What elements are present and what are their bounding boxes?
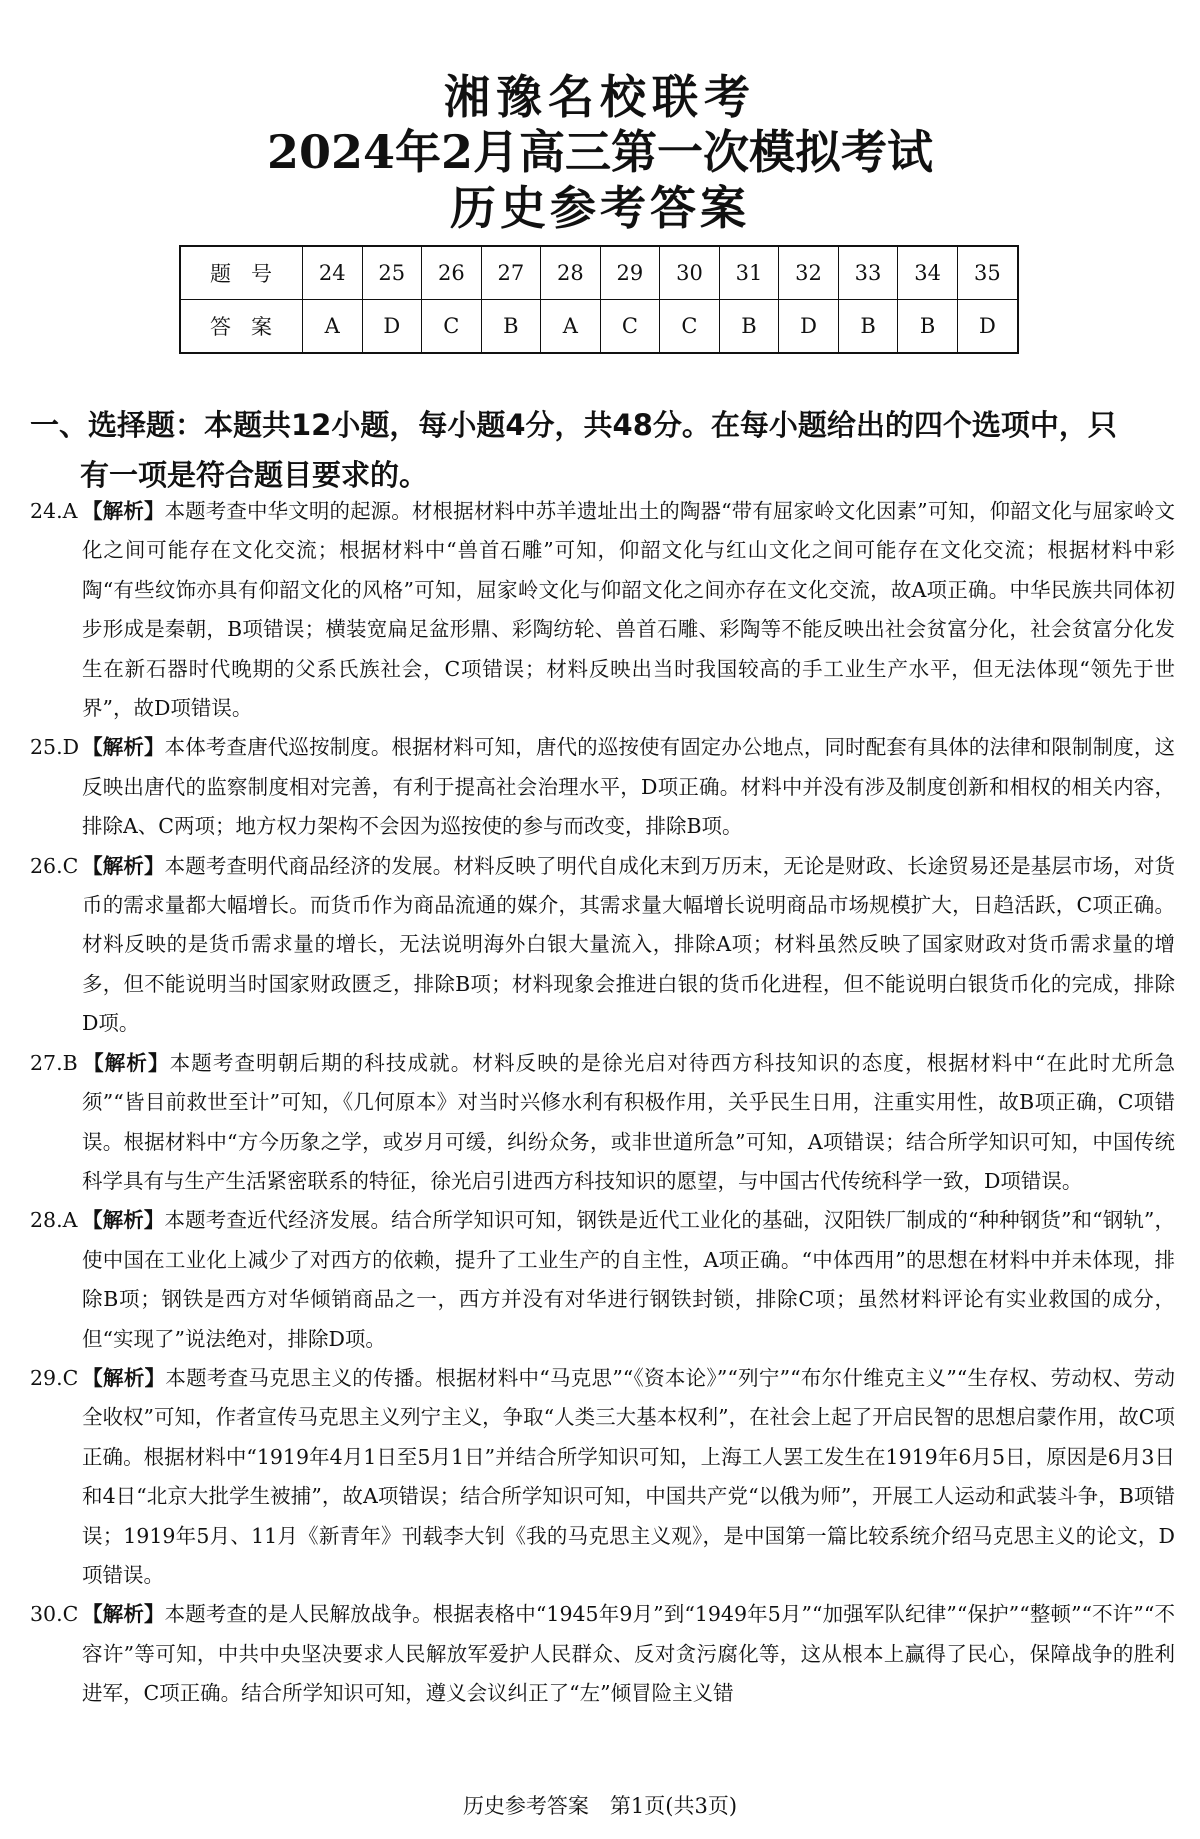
item-text: 本题考查明代商品经济的发展。材料反映了明代自成化末到万历末，无论是财政、长途贸易还是基层市场，对货币的需求量都大幅增长。而货币作为商品流通的媒介，其需求量大幅增长说明商品市场规模扩大，日趋活跃，C项正确。材料反映的是货币需求量的增长，无法说明海外白银大量流入，排除A项；材料虽然反映了国家财政对货币需求量的增多，但不能说明当时国家财政匮乏，排除B项；材料现象会推进白银的货币化进程，但不能说明白银货币化的完成，排除D项。 [82, 853, 1176, 1036]
item-text: 本题考查的是人民解放战争。根据表格中“1945年9月”到“1949年5月”“加强军队纪律”“保护”“整顿”“不许”“不容许”等可知，中共中央坚决要求人民解放军爱护人民群众、反对贪污腐化等，这从根本上赢得了民心，保障战争的胜利进军，C项正确。结合所学知识可知，遵义会议纠正了“左”倾冒险主义错 [82, 1602, 1176, 1706]
question-number: 34 [898, 246, 958, 300]
answer-cell: B [481, 300, 541, 354]
answer-cell: A [541, 300, 601, 354]
item-number: 24.A [30, 499, 78, 523]
section-heading-line: 一、选择题：本题共12小题，每小题4分，共48分。在每小题给出的四个选项中，只 [30, 408, 1117, 442]
answer-cell: D [779, 300, 839, 354]
explanation-item [30, 1201, 1175, 1359]
item-number: 25.D [30, 735, 80, 760]
item-text: 本题考查明朝后期的科技成就。材料反映的是徐光启对待西方科技知识的态度，根据材料中“在此时尤所急须”“皆目前救世至计”可知，《几何原本》对当时兴修水利有积极作用，关乎民生日用，注重实用性，故B项正确，C项错误。根据材料中“方今历象之学，或岁月可缓，纠纷众务，或非世道所急”可知，A项错误；结合所学知识可知，中国传统科学具有与生产生活紧密联系的特征，徐光启引进西方科技知识的愿望，与中国古代传统科学一致，D项错误。 [82, 1050, 1175, 1193]
item-text: 本题考查马克思主义的传播。根据材料中“马克思”“《资本论》”“列宁”“布尔什维克主义”“生存权、劳动权、劳动全收权”可知，作者宣传马克思主义列宁主义，争取“人类三大基本权利”，在社会上起了开启民智的思想启蒙作用，故C项正确。根据材料中“1919年4月1日至5月1日”并结合所学知识可知，上海工人罢工发生在1919年6月5日，原因是6月3日和4日“北京大批学生被捕”，故A项错误；结合所学知识可知，中国共产党“以俄为师”，开展工人运动和武装斗争，B项错误；1919年5月、11月《新青年》刊载李大钊《我的马克思主义观》，是中国第一篇比较系统介绍马克思主义的论文，D项错误。 [82, 1365, 1175, 1587]
question-number: 27 [481, 246, 541, 300]
exam-name-title: 2024年2月高三第一次模拟考试 [266, 125, 934, 179]
document-title: 历史参考答案 [450, 181, 750, 235]
row-label: 题号 [180, 246, 303, 300]
question-number: 30 [660, 246, 720, 300]
item-number: 27.B [30, 1050, 78, 1075]
explanation-item [30, 1595, 1175, 1713]
question-number: 35 [957, 246, 1018, 300]
explanation-item [30, 1359, 1175, 1595]
page-footer: 历史参考答案 第1页(共3页) [462, 1794, 738, 1818]
answer-row [180, 300, 1018, 354]
answer-cell: C [600, 300, 660, 354]
explanation-item [30, 728, 1175, 846]
explanation-item [30, 847, 1175, 1044]
question-number: 33 [838, 246, 898, 300]
item-number: 29.C [30, 1365, 79, 1390]
analysis-tag: 【解析】 [82, 1208, 165, 1233]
question-number-row [180, 246, 1018, 300]
answer-cell: A [303, 300, 363, 354]
section-heading-line: 有一项是符合题目要求的。 [80, 458, 429, 492]
question-number: 28 [541, 246, 601, 300]
analysis-tag: 【解析】 [82, 1365, 166, 1390]
explanation-item [30, 492, 1175, 728]
row-label: 答案 [180, 300, 303, 354]
item-text: 本体考查唐代巡按制度。根据材料可知，唐代的巡按使有固定办公地点，同时配套有具体的法律和限制制度，这反映出唐代的监察制度相对完善，有利于提高社会治理水平，D项正确。材料中并没有涉及制度创新和相权的相关内容，排除A、C两项；地方权力架构不会因为巡按使的参与而改变，排除B项。 [82, 735, 1176, 839]
item-number: 30.C [30, 1602, 79, 1627]
title-block [0, 70, 1200, 236]
question-number: 32 [779, 246, 839, 300]
answer-cell: D [362, 300, 422, 354]
answer-cell: B [838, 300, 898, 354]
explanation-list [30, 492, 1175, 1714]
question-number: 31 [719, 246, 779, 300]
item-text: 本题考查近代经济发展。结合所学知识可知，钢铁是近代工业化的基础，汉阳铁厂制成的“种种钢货”和“钢轨”，使中国在工业化上减少了对西方的依赖，提升了工业生产的自主性，A项正确。“中体西用”的思想在材料中并未体现，排除B项；钢铁是西方对华倾销商品之一，西方并没有对华进行钢铁封锁，排除C项；虽然材料评论有实业救国的成分，但“实现了”说法绝对，排除D项。 [82, 1208, 1176, 1351]
question-number: 24 [303, 246, 363, 300]
answer-cell: C [660, 300, 720, 354]
analysis-tag: 【解析】 [82, 735, 165, 760]
exam-org-title: 湘豫名校联考 [444, 70, 756, 124]
analysis-tag: 【解析】 [82, 1050, 170, 1075]
answer-cell: B [719, 300, 779, 354]
answer-cell: D [957, 300, 1018, 354]
item-text: 本题考查中华文明的起源。材根据材料中苏羊遗址出土的陶器“带有屈家岭文化因素”可知，仰韶文化与屈家岭文化之间可能存在文化交流；根据材料中“兽首石雕”可知，仰韶文化与红山文化之间可能存在文化交流；根据材料中彩陶“有些纹饰亦具有仰韶文化的风格”可知，屈家岭文化与仰韶文化之间亦存在文化交流，故A项正确。中华民族共同体初步形成是秦朝，B项错误；横装宽扁足盆形鼎、彩陶纺轮、兽首石雕、彩陶等不能反映出社会贫富分化，社会贫富分化发生在新石器时代晚期的父系氏族社会，C项错误；材料反映出当时我国较高的手工业生产水平，但无法体现“领先于世界”，故D项错误。 [82, 499, 1175, 721]
section-heading [30, 400, 1175, 500]
answer-cell: C [422, 300, 482, 354]
item-number: 28.A [30, 1208, 78, 1233]
question-number: 26 [422, 246, 482, 300]
analysis-tag: 【解析】 [82, 499, 165, 523]
analysis-tag: 【解析】 [82, 853, 165, 878]
analysis-tag: 【解析】 [82, 1602, 165, 1627]
explanation-item [30, 1044, 1175, 1202]
item-number: 26.C [30, 853, 79, 878]
answer-cell: B [898, 300, 958, 354]
question-number: 29 [600, 246, 660, 300]
answer-table [179, 245, 1019, 354]
question-number: 25 [362, 246, 422, 300]
